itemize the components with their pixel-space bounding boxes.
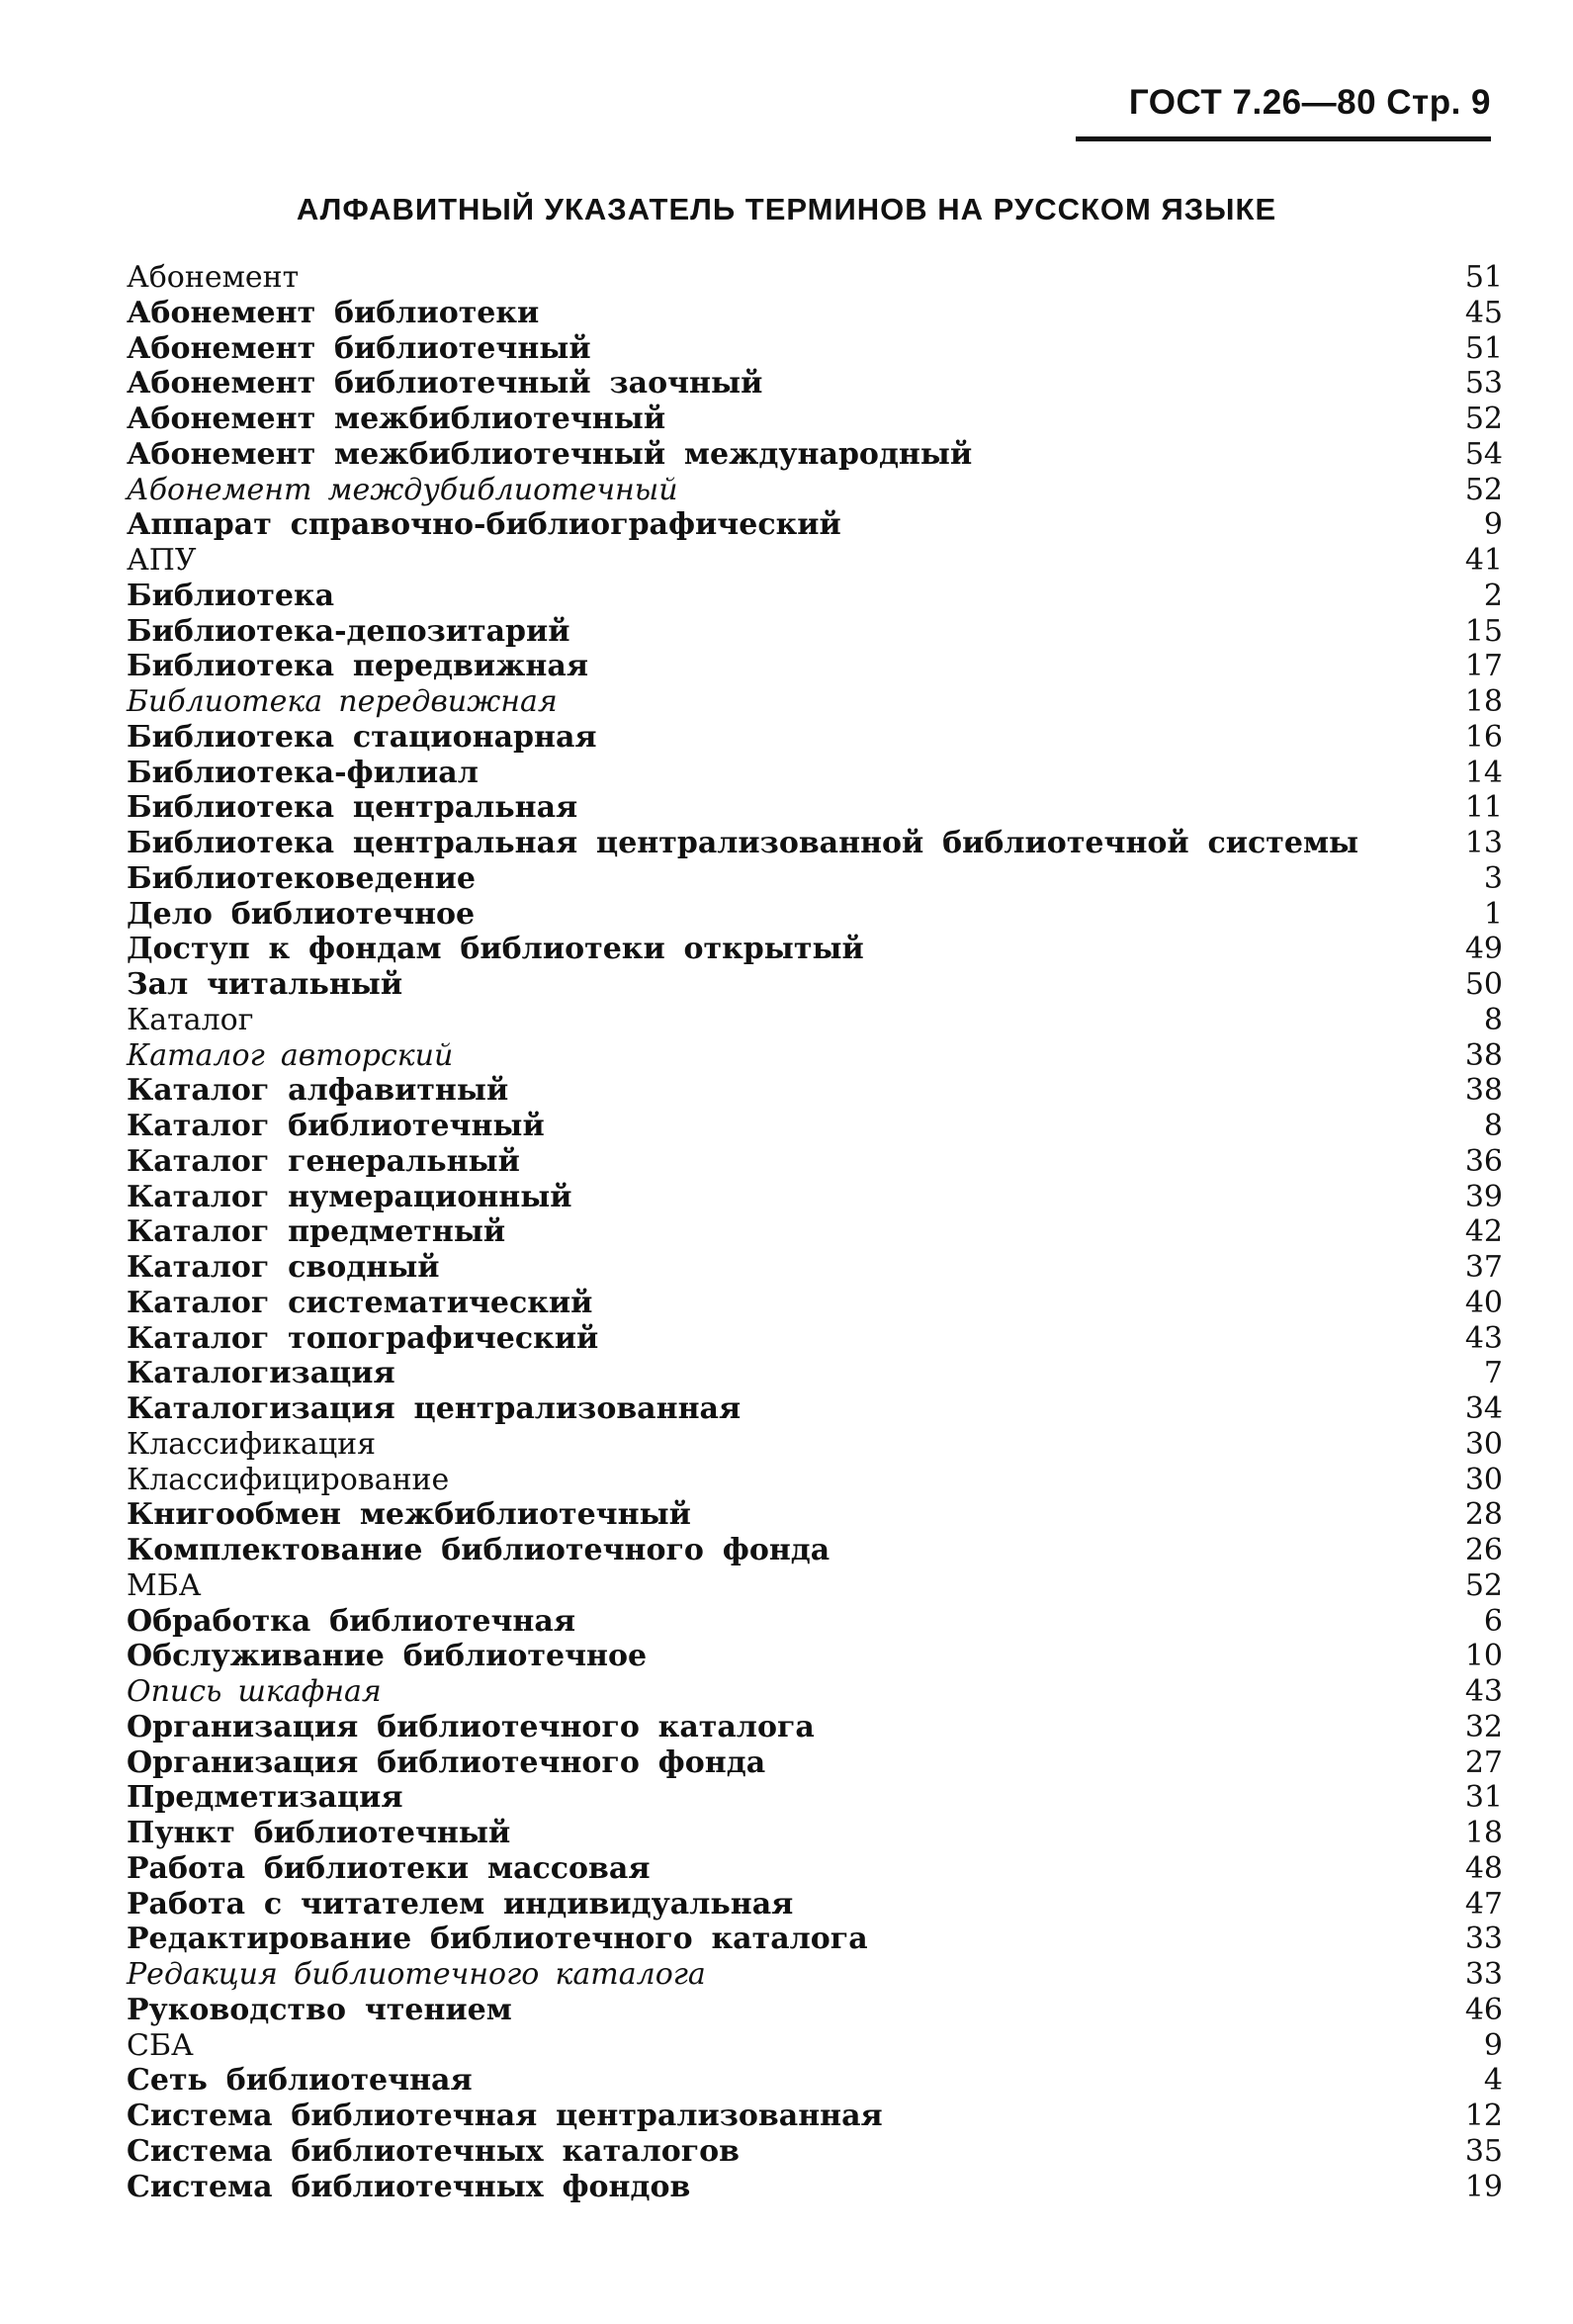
- entry-term: Обслуживание библиотечное: [127, 1639, 648, 1674]
- index-entry: [127, 1887, 1503, 1922]
- index-entry: [127, 720, 1503, 756]
- index-entry: [127, 684, 1503, 720]
- entry-number: 32: [1464, 1709, 1503, 1744]
- index-entry: [127, 1356, 1503, 1391]
- index-entry: [127, 1922, 1503, 1957]
- index-entry: [127, 1214, 1503, 1250]
- entry-term: Каталог: [127, 1002, 254, 1037]
- entry-term: Дело библиотечное: [127, 896, 476, 932]
- index-entry: [127, 897, 1503, 933]
- entry-term: Библиотека передвижная: [127, 649, 588, 684]
- entry-term: СБА: [127, 2027, 194, 2063]
- entry-term: Абонемент междубиблиотечный: [127, 472, 678, 507]
- entry-term: Абонемент межбиблиотечный международный: [127, 436, 973, 472]
- entry-term: Обработка библиотечная: [127, 1603, 575, 1639]
- index-entry: [127, 437, 1503, 473]
- index-entry: [127, 2099, 1503, 2134]
- index-entry: [127, 543, 1503, 579]
- entry-term: Сеть библиотечная: [127, 2063, 473, 2099]
- index-entry: [127, 1144, 1503, 1180]
- index-entry: [127, 1957, 1503, 1993]
- index-entry: [127, 790, 1503, 826]
- entry-number: 26: [1464, 1533, 1503, 1567]
- entry-number: 9: [1483, 2027, 1503, 2063]
- entry-term: Классифицирование: [127, 1462, 450, 1497]
- index-entry: [127, 473, 1503, 508]
- entry-number: 4: [1483, 2063, 1503, 2099]
- index-entry: [127, 1745, 1503, 1781]
- entry-term: Комплектование библиотечного фонда: [127, 1533, 830, 1567]
- index-entry: [127, 1710, 1503, 1745]
- entry-number: 51: [1464, 260, 1503, 295]
- entry-number: 50: [1464, 967, 1503, 1002]
- entry-number: 52: [1464, 472, 1503, 507]
- entry-number: 45: [1464, 295, 1503, 330]
- index-entry: [127, 756, 1503, 791]
- index-entry: [127, 1038, 1503, 1074]
- index-entry: [127, 1321, 1503, 1357]
- entry-number: 52: [1464, 1567, 1503, 1603]
- index-entry: [127, 967, 1503, 1003]
- index-entry: [127, 1674, 1503, 1710]
- entry-number: 31: [1464, 1780, 1503, 1816]
- entry-term: Система библиотечная централизованная: [127, 2099, 883, 2133]
- entry-number: 47: [1464, 1886, 1503, 1922]
- index-entry: [127, 1109, 1503, 1144]
- entry-number: 8: [1483, 1002, 1503, 1037]
- index-entry: [127, 296, 1503, 331]
- index-entry: [127, 2028, 1503, 2064]
- index-entry: [127, 1639, 1503, 1674]
- entry-term: Библиотековедение: [127, 860, 476, 896]
- entry-term: Каталогизация централизованная: [127, 1391, 742, 1426]
- entry-term: Каталогизация: [127, 1356, 395, 1391]
- entry-number: 30: [1464, 1426, 1503, 1462]
- entry-term: Руководство чтением: [127, 1992, 512, 2027]
- index-entry: [127, 932, 1503, 967]
- entry-term: Библиотека стационарная: [127, 719, 597, 755]
- entry-number: 51: [1464, 330, 1503, 366]
- entry-number: 28: [1464, 1497, 1503, 1533]
- index-entry: [127, 579, 1503, 614]
- entry-number: 1: [1483, 896, 1503, 932]
- entry-term: Зал читальный: [127, 967, 403, 1002]
- entry-term: Абонемент библиотечный заочный: [127, 366, 763, 402]
- entry-number: 10: [1464, 1639, 1503, 1674]
- entry-term: Библиотека-филиал: [127, 755, 479, 790]
- index-entry: [127, 1286, 1503, 1321]
- index-list: [127, 260, 1503, 2204]
- index-entry: [127, 1533, 1503, 1568]
- entry-number: 3: [1483, 860, 1503, 896]
- entry-term: Библиотека: [127, 578, 335, 613]
- entry-number: 16: [1464, 719, 1503, 755]
- entry-number: 39: [1464, 1179, 1503, 1214]
- index-entry: [127, 331, 1503, 367]
- entry-term: Каталог библиотечный: [127, 1109, 545, 1143]
- index-entry: [127, 507, 1503, 543]
- index-entry: [127, 260, 1503, 296]
- entry-number: 33: [1464, 1922, 1503, 1957]
- entry-term: Библиотека центральная централизованной библиотечной системы: [127, 826, 1359, 860]
- entry-term: Абонемент межбиблиотечный: [127, 402, 666, 436]
- entry-number: 12: [1464, 2099, 1503, 2133]
- index-entry: [127, 614, 1503, 650]
- entry-number: 17: [1464, 649, 1503, 684]
- index-entry: [127, 2063, 1503, 2099]
- entry-number: 19: [1464, 2169, 1503, 2204]
- entry-term: Система библиотечных каталогов: [127, 2133, 741, 2169]
- index-entry: [127, 1463, 1503, 1498]
- entry-number: 41: [1464, 543, 1503, 578]
- entry-term: Работа библиотеки массовая: [127, 1850, 651, 1886]
- entry-number: 54: [1464, 436, 1503, 472]
- entry-term: Редакция библиотечного каталога: [127, 1957, 706, 1992]
- entry-number: 34: [1464, 1391, 1503, 1426]
- page-header: [1076, 83, 1491, 142]
- entry-term: Каталог нумерационный: [127, 1179, 572, 1214]
- index-entry: [127, 1568, 1503, 1604]
- entry-term: АПУ: [127, 543, 197, 578]
- index-entry: [127, 1497, 1503, 1533]
- header-rule: [1076, 136, 1491, 141]
- entry-term: Опись шкафная: [127, 1674, 382, 1709]
- entry-number: 6: [1483, 1603, 1503, 1639]
- entry-term: Абонемент библиотечный: [127, 330, 591, 366]
- entry-term: Каталог генеральный: [127, 1143, 520, 1179]
- index-entry: [127, 1780, 1503, 1816]
- entry-number: 11: [1464, 790, 1503, 826]
- index-entry: [127, 826, 1503, 861]
- entry-term: Каталог авторский: [127, 1037, 454, 1073]
- entry-number: 53: [1464, 366, 1503, 402]
- entry-number: 48: [1464, 1850, 1503, 1886]
- entry-term: Библиотека центральная: [127, 790, 578, 826]
- entry-term: Организация библиотечного фонда: [127, 1744, 766, 1780]
- index-entry: [127, 1003, 1503, 1038]
- index-entry: [127, 1851, 1503, 1887]
- entry-term: Каталог систематический: [127, 1285, 593, 1320]
- index-entry: [127, 861, 1503, 897]
- entry-term: Библиотека-депозитарий: [127, 613, 570, 649]
- entry-number: 43: [1464, 1320, 1503, 1356]
- entry-term: Каталог топографический: [127, 1320, 599, 1356]
- index-title: АЛФАВИТНЫЙ УКАЗАТЕЛЬ ТЕРМИНОВ НА РУССКОМ ЯЗЫКЕ: [296, 192, 1277, 226]
- entry-term: Каталог предметный: [127, 1214, 506, 1250]
- index-entry: [127, 1604, 1503, 1640]
- entry-term: Книгообмен межбиблиотечный: [127, 1497, 691, 1533]
- entry-term: Абонемент: [127, 260, 300, 295]
- index-entry: [127, 1250, 1503, 1286]
- entry-term: Работа с читателем индивидуальная: [127, 1886, 794, 1922]
- entry-term: Каталог алфавитный: [127, 1073, 509, 1109]
- index-entry: [127, 1073, 1503, 1109]
- entry-term: Каталог сводный: [127, 1250, 440, 1285]
- entry-term: Редактирование библиотечного каталога: [127, 1922, 868, 1957]
- entry-number: 36: [1464, 1143, 1503, 1179]
- entry-number: 15: [1464, 613, 1503, 649]
- entry-number: 30: [1464, 1462, 1503, 1497]
- entry-number: 40: [1464, 1285, 1503, 1320]
- entry-number: 18: [1464, 684, 1503, 719]
- entry-number: 13: [1464, 826, 1503, 860]
- entry-number: 49: [1464, 932, 1503, 967]
- entry-term: Абонемент библиотеки: [127, 295, 540, 330]
- index-entry: [127, 2170, 1503, 2205]
- entry-term: Организация библиотечного каталога: [127, 1709, 815, 1744]
- entry-term: Пункт библиотечный: [127, 1816, 511, 1850]
- entry-term: МБА: [127, 1567, 202, 1603]
- entry-number: 38: [1464, 1073, 1503, 1109]
- entry-number: 8: [1483, 1109, 1503, 1143]
- entry-term: Аппарат справочно-библиографический: [127, 507, 841, 543]
- index-entry: [127, 1993, 1503, 2028]
- entry-number: 38: [1464, 1037, 1503, 1073]
- entry-term: Доступ к фондам библиотеки открытый: [127, 932, 864, 967]
- index-entry: [127, 402, 1503, 437]
- entry-term: Библиотека передвижная: [127, 684, 558, 719]
- index-entry: [127, 649, 1503, 684]
- index-entry: [127, 2134, 1503, 2170]
- entry-number: 2: [1483, 578, 1503, 613]
- entry-number: 35: [1464, 2133, 1503, 2169]
- index-entry: [127, 1816, 1503, 1851]
- entry-number: 18: [1464, 1816, 1503, 1850]
- running-header: ГОСТ 7.26—80 Стр. 9: [1128, 83, 1491, 122]
- entry-number: 14: [1464, 755, 1503, 790]
- entry-number: 52: [1464, 402, 1503, 436]
- entry-number: 27: [1464, 1744, 1503, 1780]
- entry-number: 37: [1464, 1250, 1503, 1285]
- entry-number: 33: [1464, 1957, 1503, 1992]
- entry-number: 42: [1464, 1214, 1503, 1250]
- index-entry: [127, 1180, 1503, 1215]
- entry-number: 46: [1464, 1992, 1503, 2027]
- entry-term: Система библиотечных фондов: [127, 2169, 691, 2204]
- entry-term: Классификация: [127, 1426, 377, 1462]
- entry-number: 43: [1464, 1674, 1503, 1709]
- index-entry: [127, 1391, 1503, 1427]
- index-entry: [127, 1427, 1503, 1463]
- entry-number: 7: [1483, 1356, 1503, 1391]
- index-entry: [127, 366, 1503, 402]
- entry-term: Предметизация: [127, 1780, 403, 1816]
- entry-number: 9: [1483, 507, 1503, 543]
